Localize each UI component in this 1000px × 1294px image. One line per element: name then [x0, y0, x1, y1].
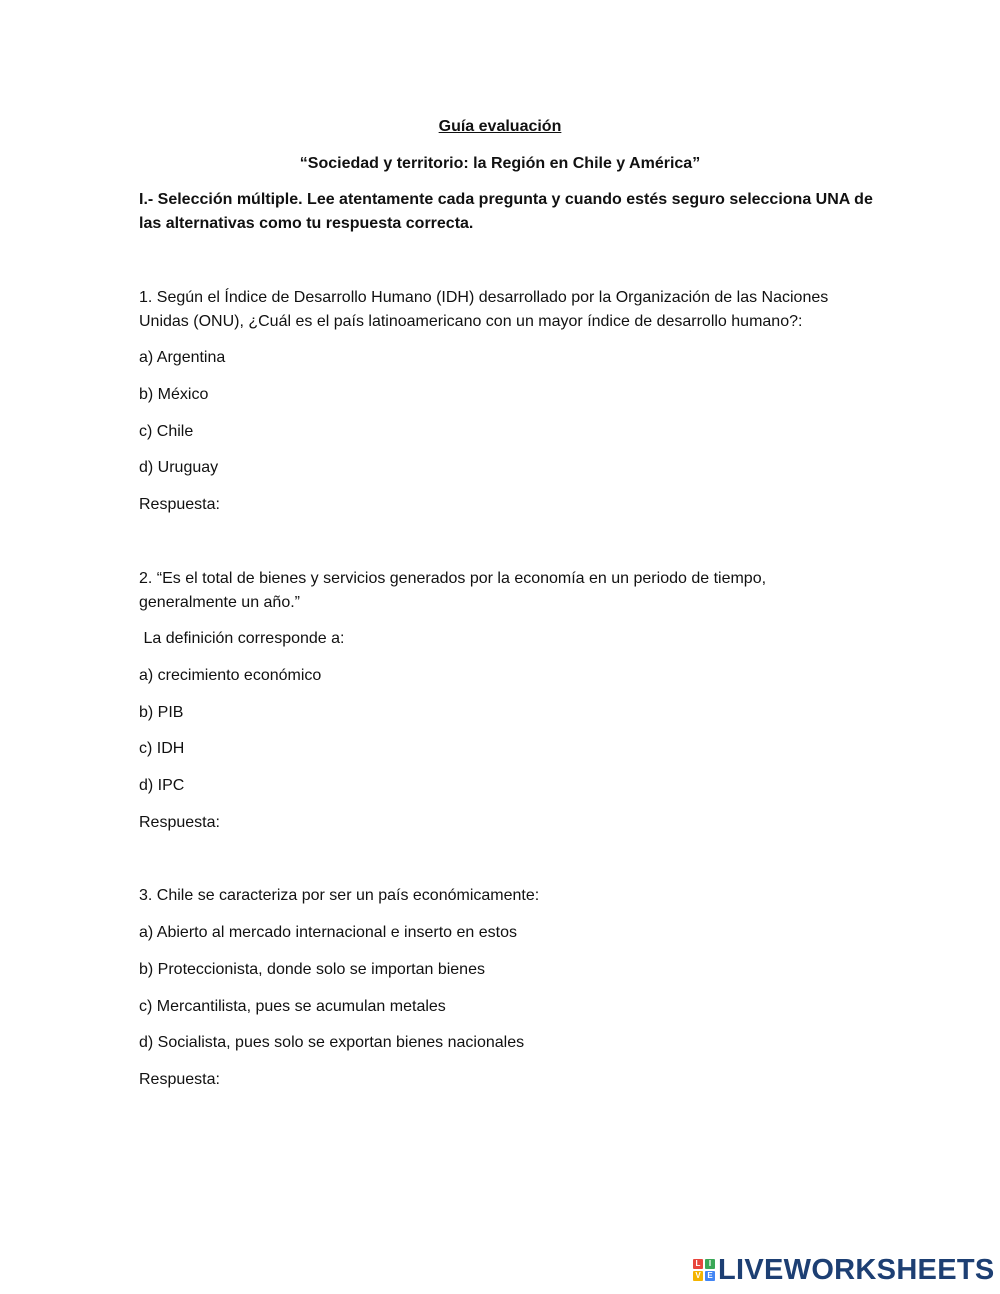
worksheet-title: Guía evaluación — [438, 118, 562, 135]
question-2-text-line-1: 2. “Es el total de bienes y servicios generados por la economía en un periodo de tiempo, — [139, 570, 767, 587]
question-1-option-b: b) México — [139, 386, 209, 403]
logo-wordmark: LIVEWORKSHEETS — [718, 1254, 995, 1286]
question-1-option-d: d) Uruguay — [139, 459, 219, 476]
question-2-answer-label: Respuesta: — [139, 814, 220, 831]
question-2-option-a: a) crecimiento económico — [139, 667, 322, 684]
question-3-option-d: d) Socialista, pues solo se exportan bienes nacionales — [139, 1034, 525, 1051]
question-2-text-line-2: generalmente un año.” — [139, 594, 300, 611]
question-1-option-a: a) Argentina — [139, 349, 226, 366]
instructions-line-1: I.- Selección múltiple. Lee atentamente cada pregunta y cuando estés seguro selecciona UNA de — [139, 191, 873, 208]
question-2-option-c: c) IDH — [139, 740, 185, 757]
logo-mark-icon — [693, 1259, 715, 1281]
question-1-option-c: c) Chile — [139, 423, 194, 440]
worksheet-subtitle: “Sociedad y territorio: la Región en Chile y América” — [299, 155, 701, 172]
question-3-answer-label: Respuesta: — [139, 1071, 220, 1088]
logo-letter-i: I — [705, 1259, 715, 1269]
logo-letter-l: L — [693, 1259, 703, 1269]
question-2-text-line-3: La definición corresponde a: — [139, 630, 345, 647]
question-3-option-b: b) Proteccionista, donde solo se importan bienes — [139, 961, 485, 978]
logo-letter-e: E — [705, 1271, 715, 1281]
question-3-option-a: a) Abierto al mercado internacional e inserto en estos — [139, 924, 517, 941]
question-2-option-b: b) PIB — [139, 704, 184, 721]
question-3-option-c: c) Mercantilista, pues se acumulan metales — [139, 998, 446, 1015]
instructions-line-2: las alternativas como tu respuesta correcta. — [139, 215, 474, 232]
logo-letter-v: V — [693, 1271, 703, 1281]
question-1-text-line-2: Unidas (ONU), ¿Cuál es el país latinoamericano con un mayor índice de desarrollo humano?: — [139, 313, 803, 330]
liveworksheets-logo — [693, 1255, 995, 1285]
question-1-answer-label: Respuesta: — [139, 496, 220, 513]
question-3-text-line-1: 3. Chile se caracteriza por ser un país económicamente: — [139, 887, 540, 904]
question-1-text-line-1: 1. Según el Índice de Desarrollo Humano (IDH) desarrollado por la Organización de las Naciones — [139, 289, 829, 306]
question-2-option-d: d) IPC — [139, 777, 185, 794]
